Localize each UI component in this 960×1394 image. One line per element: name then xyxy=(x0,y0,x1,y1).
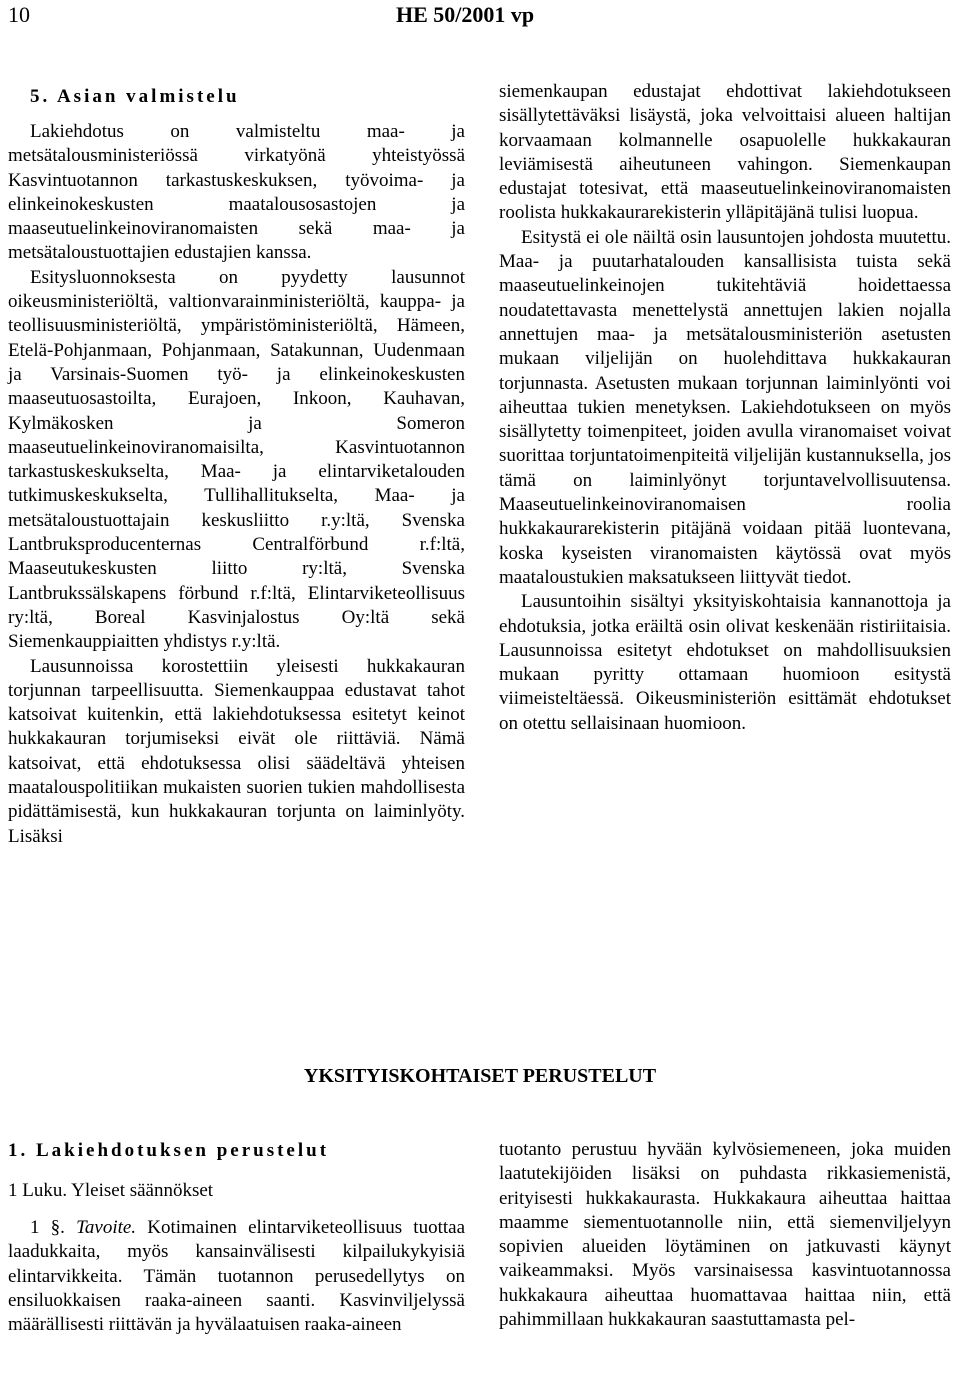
paragraph-tavoite xyxy=(8,1216,465,1337)
main-heading xyxy=(0,1062,960,1090)
paragraph: Lausuntoihin sisältyi yksityiskohtaisia kannanottoja ja ehdotuksia, jotka eräiltä osin olivat keskenään ristiriitaisia. Lausunnoissa esitetyt ehdotukset on mahdollisuuksien mukaan pyritty ottamaan huomioon esitystä viimeisteltäessä. Oikeusministeriön esittämät ehdotukset on otettu sellaisinaan huomioon. xyxy=(499,591,951,734)
left-column-top xyxy=(8,80,465,849)
section-heading-asian-valmistelu: 5. Asian valmistelu xyxy=(30,86,240,107)
page-number: 10 xyxy=(8,2,30,27)
paragraph: Lausunnoissa korostettiin yleisesti hukkakauran torjunnan tarpeellisuutta. Siemenkauppaa edustavat tahot katsoivat kuitenkin, että lakiehdotuksessa esitetyt keinot hukkakauran torjumiseksi eivät ole riittäviä. Nämä katsoivat, että ehdotuksessa olisi säädeltävä yhteisen maatalouspolitiikan mukaisten suorien tukien mahdollisesta pidättämisestä, kun hukkakauran torjunta on laiminlyöty. Lisäksi xyxy=(8,655,465,847)
main-heading-text: YKSITYISKOHTAISET PERUSTELUT xyxy=(303,1065,657,1087)
paragraph: Esitysluonnoksesta on pyydetty lausunnot oikeusministeriöltä, valtionvarainministeriöltä, kauppa- ja teollisuusministeriöltä, ympäristöministeriöltä, Hämeen, Etelä-Pohjanmaan, Pohjanmaan, Satakunnan, Uudenmaan ja Varsinais-Suomen työ- ja elinkeinokeskusten maaseutuosastoilta, Eurajoen, Inkoon, Kauhavan, Kylmäkosken ja Someron maaseutuelinkeinoviranomaisilta, Kasvintuotannon tarkastuskeskukselta, Maa- ja elintarviketalouden tutkimuskeskukselta, Tullihallitukselta, Maa- ja metsätaloustuottajain keskusliitto r.y:ltä, Svenska Lantbruksproducenternas Centralförbund r.f:ltä, Maaseutukeskusten liitto ry:ltä, Svenska Lantbrukssälskapens förbund r.f:ltä, Elintarviketeollisuus ry:ltä, Boreal Kasvinjalostus Oy:ltä sekä Siemenkauppiaitten yhdistys r.y:ltä. xyxy=(8,266,465,653)
right-column-bottom xyxy=(499,1138,951,1332)
left-column-bottom xyxy=(8,1138,465,1337)
section-number: 1 §. xyxy=(30,1217,65,1238)
chapter-heading: 1 Luku. Yleiset säännökset xyxy=(8,1180,214,1201)
section-title: Tavoite. xyxy=(76,1217,137,1238)
paragraph: tuotanto perustuu hyvään kylvösiemeneen, joka muiden laatutekijöiden lisäksi on puhdasta rikkasiemenistä, erityisesti hukkakaurasta. Hukkakaura aiheuttaa haittaa maamme siementuotannolle niin, että siemenviljelyyn sopivien alueiden löytäminen on jatkuvasti käynyt vaikeammaksi. Myös varsinaisessa kasvintuotannossa hukkakaura aiheuttaa huomattavaa haittaa niin, että pahimmillaan hukkakauran saastuttamasta pel- xyxy=(499,1139,951,1331)
paragraph: Esitystä ei ole näiltä osin lausuntojen johdosta muutettu. Maa- ja puutarhatalouden kansallisista tuista sekä maaseutuelinkeinojen tukitehtäviä hoidettaessa noudatettavasta menettelystä annettujen lakien nojalla annettujen maa- ja metsätalousministeriön asetusten mukaan viljelijän on huolehdittava hukkakauran torjunnasta. Asetusten mukaan torjunnan laiminlyönti voi aiheuttaa tukien menetyksen. Lakiehdotukseen on myös sisällytetty toimenpiteet, joiden avulla viranomaiset voivat suorittaa torjuntatoimenpiteitä viljelijän kustannuksella, jos tämä on laiminlyönyt torjuntavelvollisuutensa. Maaseutuelinkeinoviranomaisen roolia hukkakaurarekisterin pitäjänä voidaan pitää luontevana, koska kyseisten viranomaisten käytössä ovat myös maataloustukien maksatukseen liittyvät tiedot. xyxy=(499,226,951,588)
section-heading-lakiehdotuksen-perustelut: 1. Lakiehdotuksen perustelut xyxy=(8,1140,330,1161)
paragraph: Lakiehdotus on valmisteltu maa- ja metsätalousministeriössä virkatyönä yhteistyössä Kasvintuotannon tarkastuskeskuksen, työvoima- ja elinkeinokeskusten maatalousosastojen ja maaseutuelinkeinoviranomaisten sekä maa- ja metsätaloustuottajien edustajien kanssa. xyxy=(8,121,465,264)
paragraph-text: Kotimainen elintarviketeollisuus tuottaa laadukkaita, myös kansainvälisesti kilpailukykyisiä elintarvikkeita. Tämän tuotannon perusedellytys on ensiluokkaisen raaka-aineen saanti. Kasvinviljelyssä määrällisesti riittävän ja hyvälaatuisen raaka-aineen xyxy=(8,1217,466,1336)
document-id: HE 50/2001 vp xyxy=(396,2,535,27)
right-column-top xyxy=(499,80,951,736)
page-header xyxy=(0,0,960,34)
paragraph: siemenkaupan edustajat ehdottivat lakiehdotukseen sisällytettäväksi lisäystä, joka velvoittaisi alueen haltijan korvaamaan kolmannelle osapuolelle hukkakauran leviämisestä aiheutuneen vahingon. Siemenkaupan edustajat totesivat, että maaseutuelinkeinoviranomaisten roolista hukkakaurarekisterin ylläpitäjänä tulisi luopua. xyxy=(499,81,951,224)
